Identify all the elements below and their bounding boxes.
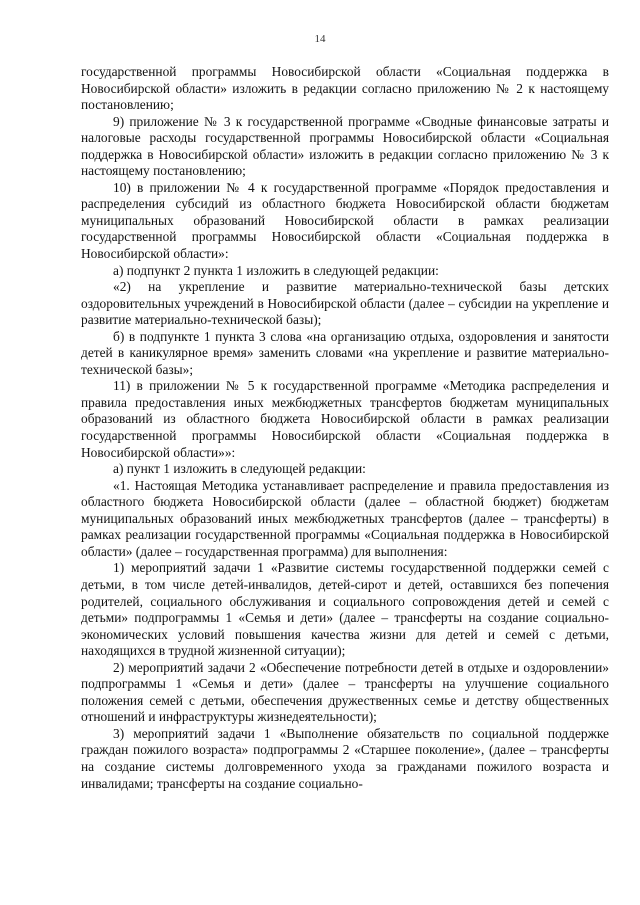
paragraph-item-10a: а) подпункт 2 пункта 1 изложить в следующей редакции: (113, 262, 439, 278)
paragraph-subitem-3: 3) мероприятий задачи 1 «Выполнение обязательств по социальной поддержке граждан пожилого возраста» подпрограммы 2 «Старшее поколение», (далее – трансферты на создание системы долговременного ухода за гражданами пожилого возраста и инвалидами; трансферты на создание социально- (81, 725, 609, 791)
paragraph-subitem-2: 2) мероприятий задачи 2 «Обеспечение потребности детей в отдыхе и оздоровлении» подпрограммы 1 «Семья и дети» (далее – трансферты на улучшение социального положения семей с детьми, обеспечения дружественных семье и детству общественных отношений и инфраструктуры жизнедеятельности); (81, 659, 609, 725)
paragraph-subitem-1: 1) мероприятий задачи 1 «Развитие системы государственной поддержки семей с детьми, в том числе детей-инвалидов, детей-сирот и детей, оставшихся без попечения родителей, социального обслуживания и социального сопровождения детей и семей с детьми» подпрограммы 1 «Семья и дети» (далее – трансферты на создание социально-экономических условий повышения качества жизни для детей и семей с детьми, находящихся в трудной жизненной ситуации); (81, 560, 609, 659)
paragraph-item-9: 9) приложение № 3 к государственной программе «Сводные финансовые затраты и налоговые расходы государственной программы Новосибирской области «Социальная поддержка в Новосибирской области» изложить в редакции согласно приложению № 3 к настоящему постановлению; (81, 113, 609, 179)
paragraph-quote-point-1: «1. Настоящая Методика устанавливает распределение и правила предоставления из областного бюджета Новосибирской области (далее – областной бюджет) бюджетам муниципальных образований иных межбюджетных трансфертов (далее – трансферты) в рамках реализации государственной программы «Социальная поддержка в Новосибирской области» (далее – государственная программа) для выполнения: (81, 477, 609, 559)
document-body (81, 64, 609, 792)
page-number: 14 (314, 33, 326, 45)
paragraph-continuation: государственной программы Новосибирской области «Социальная поддержка в Новосибирской области» изложить в редакции согласно приложению № 2 к настоящему постановлению; (81, 64, 609, 113)
paragraph-quote-subitem-2: «2) на укрепление и развитие материально-технической базы детских оздоровительных учреждений в Новосибирской области (далее – субсидии на укрепление и развитие материально-технической базы); (81, 279, 609, 328)
paragraph-item-10b: б) в подпункте 1 пункта 3 слова «на организацию отдыха, оздоровления и занятости детей в каникулярное время» заменить словами «на укрепление и развитие материально-технической базы»; (81, 328, 609, 377)
paragraph-item-11a: а) пункт 1 изложить в следующей редакции: (113, 461, 366, 477)
paragraph-item-11: 11) в приложении № 5 к государственной программе «Методика распределения и правила предоставления иных межбюджетных трансфертов бюджетам муниципальных образований из областного бюджета Новосибирской области в рамках реализации государственной программы Новосибирской области «Социальная поддержка в Новосибирской области»»: (81, 378, 609, 460)
paragraph-item-10: 10) в приложении № 4 к государственной программе «Порядок предоставления и распределения субсидий из областного бюджета Новосибирской области бюджетам муниципальных образований Новосибирской области в рамках реализации государственной программы Новосибирской области «Социальная поддержка в Новосибирской области»: (81, 179, 609, 262)
